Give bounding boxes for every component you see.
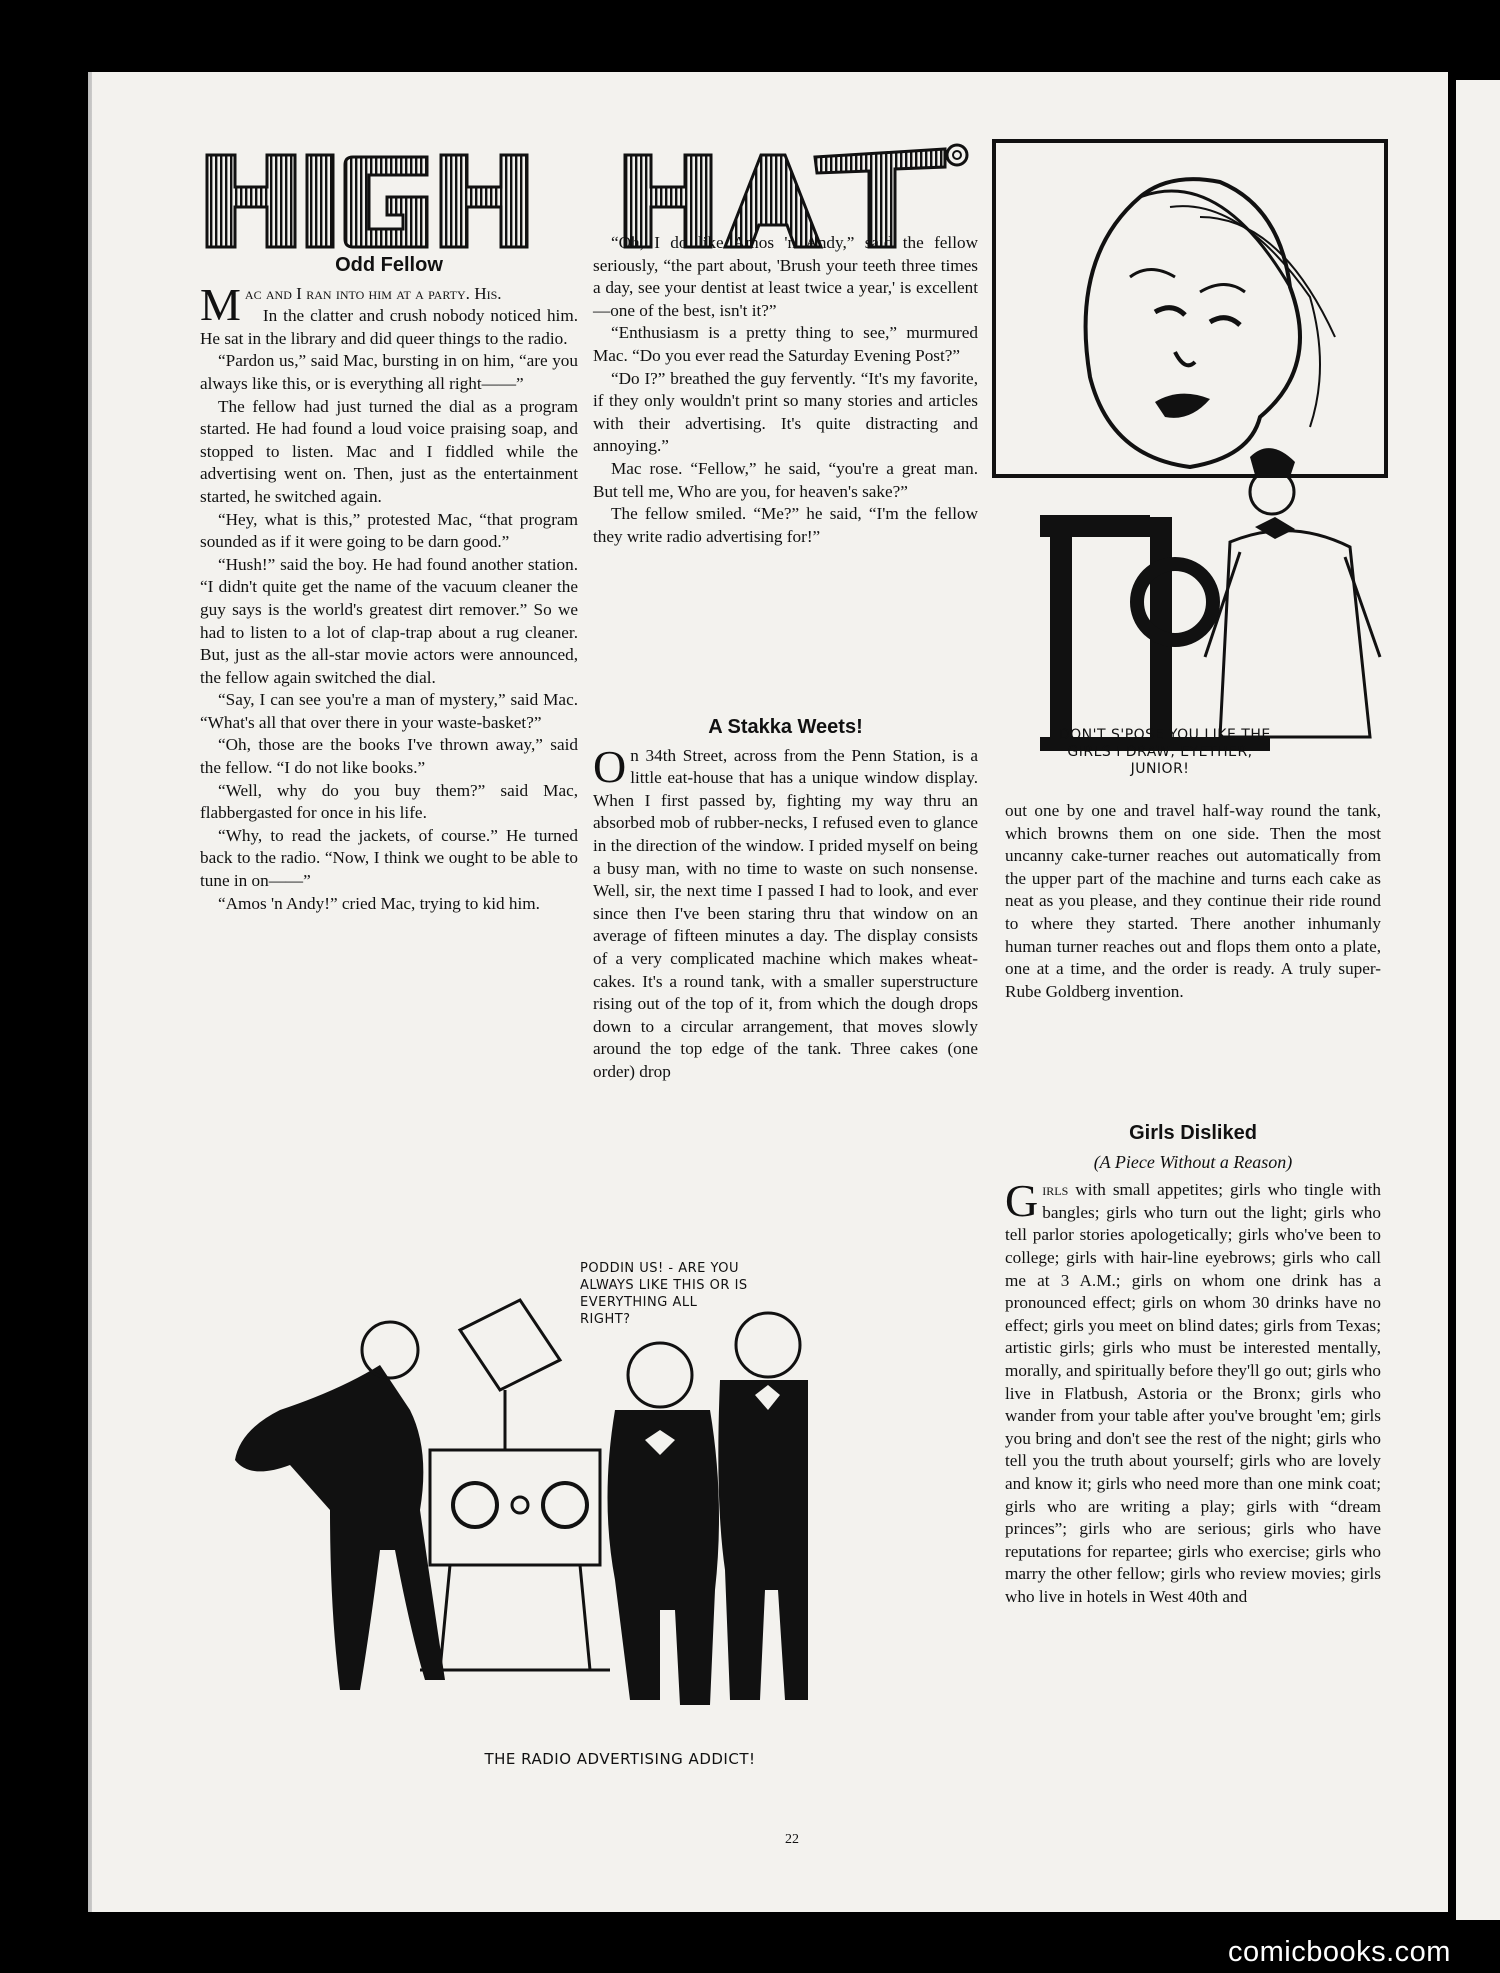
odd-fellow-paragraph: “Do I?” breathed the guy fervently. “It's my favorite, if they only wouldn't print so many stories and articles with their advertising. It's quite distracting and annoying.” bbox=[593, 368, 978, 456]
odd-fellow-paragraph: “Hush!” said the boy. He had found another station. “I didn't quite get the name of the vacuum cleaner the guy says is the world's greatest dirt remover.” So we had to listen to a lot of clap-trap about a rug cleaner. But, just as the all-star movie actors were announced, the fellow again switched the dial. bbox=[200, 554, 578, 687]
next-page-strip bbox=[1456, 80, 1500, 1920]
odd-fellow-paragraph: “Enthusiasm is a pretty thing to see,” murmured Mac. “Do you ever read the Saturday Evening Post?” bbox=[593, 323, 978, 365]
odd-fellow-article bbox=[200, 254, 578, 915]
page-number: 22 bbox=[785, 1832, 799, 1847]
odd-fellow-paragraph: Mac rose. “Fellow,” he said, “you're a great man. But tell me, Who are you, for heaven's sake?” bbox=[593, 458, 978, 501]
stakka-paragraph: out one by one and travel half-way round the tank, which browns them on one side. Then the most uncanny cake-turner reaches out automatically from the upper part of the machine and turns each cake as neat as you please, and they continue their ride round to where they started. There another inhumanly human turner reaches out and flops them onto a plate, one at a time, and the order is ready. A truly super-Rube Goldberg invention. bbox=[1005, 801, 1381, 1001]
odd-fellow-paragraph: “Amos 'n Andy!” cried Mac, trying to kid him. bbox=[218, 893, 540, 913]
odd-fellow-paragraph: The fellow had just turned the dial as a program started. He had found a loud voice praising soap, and stopped to listen. Mac and I fiddled while the advertising went on. Then, just as the entertainment started, he switched again. bbox=[200, 396, 578, 506]
odd-fellow-paragraph: “Well, why do you buy them?” said Mac, flabbergasted for once in his life. bbox=[200, 780, 578, 823]
stakka-paragraph bbox=[593, 740, 978, 1084]
drop-cap: G bbox=[1005, 1175, 1039, 1227]
stakka-heading: A Stakka Weets! bbox=[708, 716, 863, 738]
odd-fellow-paragraph: “Hey, what is this,” protested Mac, “that program sounded as if it were going to be darn good.” bbox=[200, 509, 578, 552]
odd-fellow-continued bbox=[593, 232, 978, 548]
odd-fellow-paragraph: “Say, I can see you're a man of mystery,” said Mac. “What's all that over there in your waste-basket?” bbox=[200, 690, 578, 732]
girls-disliked-article bbox=[1005, 1122, 1381, 1608]
girls-subheading: (A Piece Without a Reason) bbox=[1093, 1151, 1293, 1172]
radio-addict-caption: THE RADIO ADVERTISING ADDICT! bbox=[484, 1750, 756, 1768]
girls-text: with small appetites; girls who tingle with bangles; girls who turn out the light; girls who tell parlor stories apologetically; girls who've been to college; girls with hair-line eyebrows; girls who call me at 3 A.M.; girls on whom one drink has a pronounced effect; girls on whom 30 drinks have no effect; girls you meet on blind dates; girls from Texas; artistic girls; girls who must be interested mentally, morally, and spiritually before they'll go out; girls who live in Flatbush, Astoria or the Bronx; girls who wander from your table after you've brought 'em; girls you bring and don't see the rest of the night; girls who tell you the truth about yourself; girls who are lovely and know it; girls who need more than one mink coat; girls who are writing a play; girls with “dream princes”; girls who are serious; girls who have reputations for repartee; girls who exercise; girls who marry the other fellow; girls who review movies; girls who live in hotels in West 40th and bbox=[1005, 1180, 1381, 1606]
easel-cartoon-drawing bbox=[990, 137, 1390, 792]
drop-cap: M bbox=[200, 278, 241, 330]
radio-addict-drawing bbox=[220, 1250, 810, 1780]
odd-fellow-paragraph: “Why, to read the jackets, of course.” He turned back to the radio. “Now, I think we ought to be able to tune in on——” bbox=[200, 825, 578, 891]
odd-fellow-text: ac and I ran into him at a party. His. bbox=[244, 283, 502, 303]
odd-fellow-paragraph: “Oh, I do like Amos 'n Andy,” said the fellow seriously, “the part about, 'Brush your teeth three times a day, see your dentist at least twice a year,' is excellent—one of the best, isn't it?” bbox=[593, 233, 978, 320]
girls-lead: irls bbox=[1042, 1180, 1069, 1200]
stakka-article bbox=[593, 716, 978, 1084]
odd-fellow-paragraph: “Oh, those are the books I've thrown away,” said the fellow. “I do not like books.” bbox=[200, 735, 578, 778]
radio-addict-cartoon bbox=[220, 1250, 810, 1780]
odd-fellow-heading: Odd Fellow bbox=[335, 254, 443, 276]
easel-cartoon bbox=[990, 137, 1390, 792]
page-edge bbox=[1448, 72, 1456, 1912]
drop-cap: O bbox=[593, 740, 627, 792]
easel-cartoon-caption: I DON'T S'POSE YOU LIKE THE GIRLS I DRAW, EYETHER, JUNIOR! bbox=[1049, 727, 1271, 777]
girls-paragraph bbox=[1005, 1175, 1381, 1608]
stakka-text: n 34th Street, across from the Penn Station, is a little eat-house that has a unique window display. When I first passed by, fighting my way thru an absorbed mob of rubber-necks, I refused even to glance in the direction of the window. I prided myself on being a busy man, with no time to waste on such nonsense. Well, sir, the next time I passed I had to look, and ever since then I've been staring thru that window on an average of fifteen minutes a day. The display consists of a very complicated machine which makes wheat-cakes. It's a round tank, with a smaller superstructure rising out of the top of it, from which the dough drops down to a circular arrangement, that moves slowly around the top edge of the tank. Three cakes (one order) drop bbox=[593, 745, 978, 1081]
odd-fellow-paragraph: In the clatter and crush nobody noticed him. He sat in the library and did queer things to the radio. bbox=[200, 306, 578, 348]
odd-fellow-paragraph: “Pardon us,” said Mac, bursting in on him, “are you always like this, or is everything all right——” bbox=[200, 351, 578, 393]
stakka-continued bbox=[1005, 800, 1381, 1003]
girls-heading: Girls Disliked bbox=[1129, 1122, 1257, 1144]
odd-fellow-paragraph: The fellow smiled. “Me?” he said, “I'm the fellow they write radio advertising for!” bbox=[593, 504, 978, 546]
speech-balloon-text: PODDIN US! - ARE YOU ALWAYS LIKE THIS OR IS EVERYTHING ALL RIGHT? bbox=[580, 1261, 748, 1327]
site-watermark: comicbooks.com bbox=[1228, 1936, 1451, 1968]
